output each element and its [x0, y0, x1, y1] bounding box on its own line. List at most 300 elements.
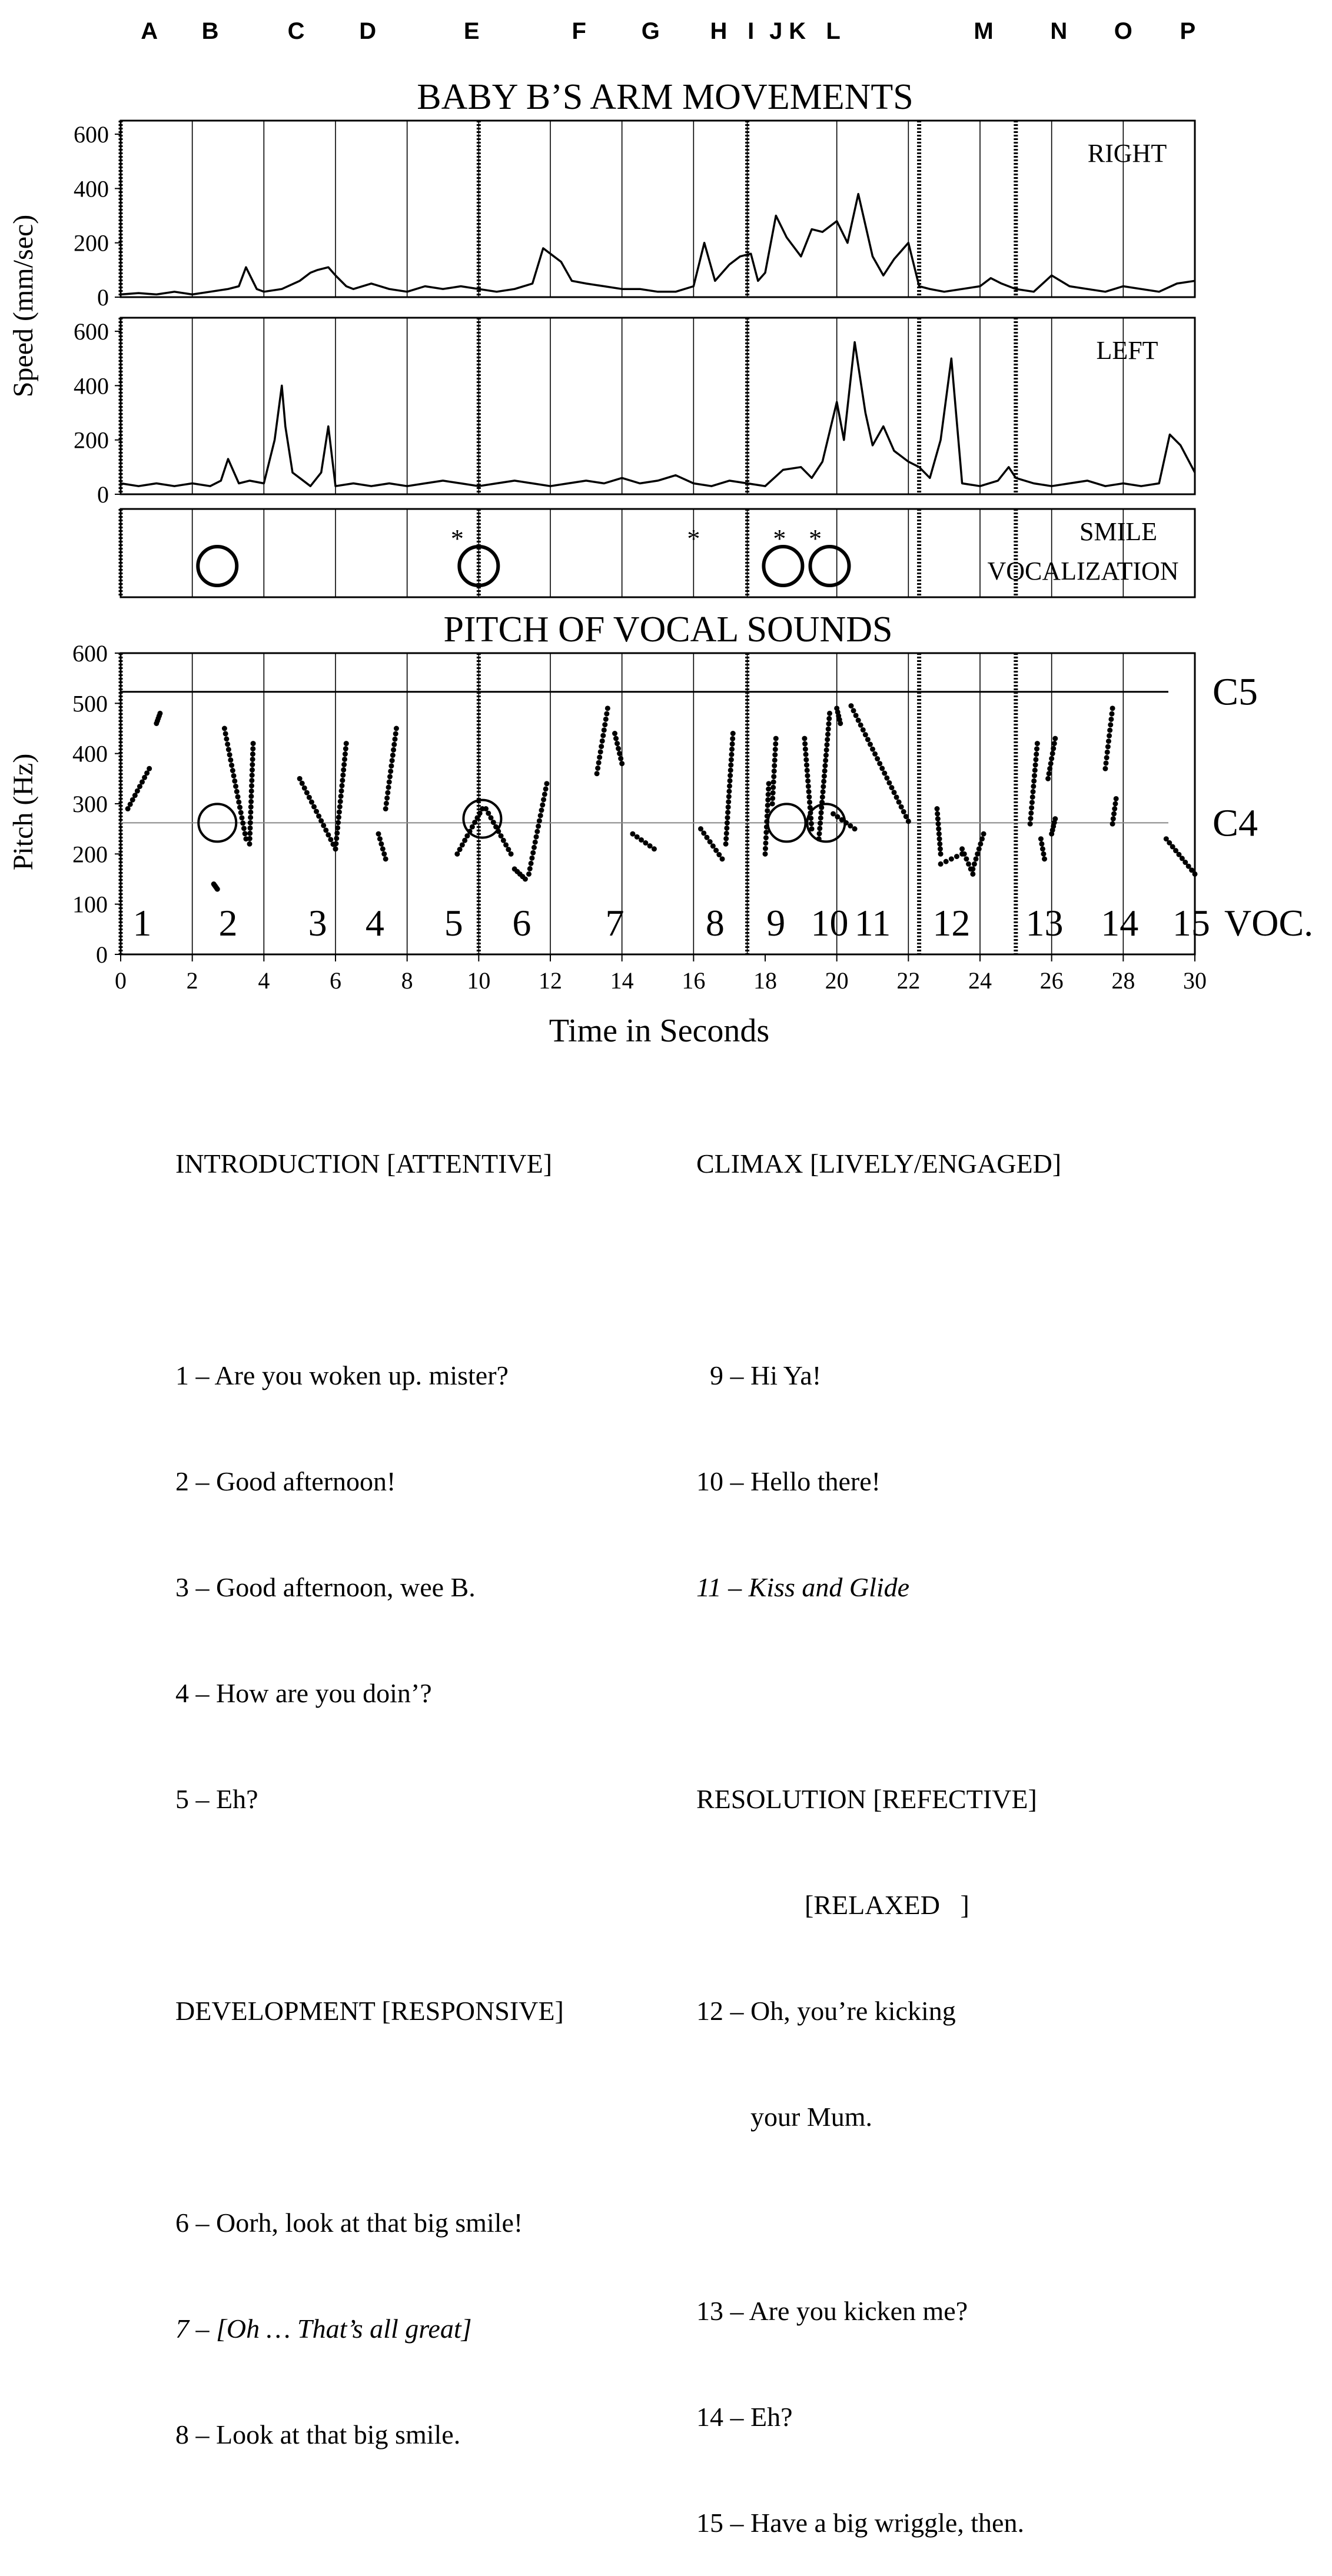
pitch-point [728, 773, 733, 778]
pitch-point [954, 854, 959, 859]
pitch-point [723, 836, 729, 841]
pitch-point [879, 766, 885, 771]
pitch-point [336, 820, 341, 826]
pitch-point [499, 833, 504, 838]
pitch-point [605, 705, 610, 711]
pitch-point [723, 841, 729, 847]
pitch-point [959, 846, 965, 851]
pitch-point [889, 785, 894, 790]
pitch-point [949, 856, 954, 861]
pitch-point [340, 778, 345, 783]
speed-series-line [121, 194, 1195, 295]
y-tick-label: 500 [72, 690, 108, 717]
pitch-point [806, 784, 811, 789]
pitch-point [247, 836, 253, 841]
y-tick-label: 200 [74, 229, 109, 257]
pitch-point [896, 800, 902, 805]
pitch-point [822, 774, 827, 779]
pitch-point [772, 758, 778, 763]
pitch-point [380, 846, 386, 851]
pitch-point [318, 818, 324, 824]
vocalization-number: 10 [811, 902, 849, 944]
pitch-point [251, 741, 256, 746]
pitch-point [1108, 722, 1113, 727]
pitch-point [381, 851, 387, 857]
vocalization-number: 2 [218, 902, 238, 944]
pitch-point [237, 805, 243, 810]
vocalization-number: 5 [444, 902, 463, 944]
pitch-point [241, 826, 247, 831]
pitch-point [1111, 816, 1116, 821]
pitch-point [826, 727, 831, 732]
pitch-point [343, 751, 348, 757]
pitch-point [142, 775, 147, 780]
pitch-point [603, 717, 609, 722]
pitch-point [248, 799, 254, 804]
column-letter: B [201, 18, 219, 44]
vocalization-number: 3 [308, 902, 327, 944]
column-letters [141, 18, 1195, 44]
pitch-point [872, 751, 878, 757]
pitch-point [338, 799, 343, 804]
pitch-point [387, 780, 392, 785]
pitch-point [532, 845, 537, 850]
pitch-point [763, 835, 769, 840]
phrase-15: 15 – Have a big wriggle, then. [696, 2508, 1024, 2538]
pitch-point [394, 726, 399, 731]
pitch-point [1032, 768, 1038, 773]
note-label: C4 [1213, 801, 1258, 845]
pitch-point [763, 840, 768, 846]
pitch-point [383, 806, 388, 811]
pitch-point [302, 786, 307, 791]
pitch-point [227, 752, 232, 757]
pitch-point [937, 841, 942, 847]
pitch-point [807, 800, 812, 805]
pitch-point [1030, 794, 1035, 800]
pitch-point [821, 789, 826, 794]
smile-circle [198, 547, 237, 585]
column-letter: K [789, 18, 806, 44]
development-heading: DEVELOPMENT [RESPONSIVE] [175, 1996, 564, 2026]
pitch-point [464, 833, 470, 838]
pitch-point [1108, 717, 1114, 722]
pitch-point [773, 736, 779, 741]
pitch-point [249, 788, 254, 794]
pitch-point [307, 795, 312, 800]
pitch-point [979, 836, 985, 841]
pitch-point [614, 741, 620, 746]
pitch-point [344, 741, 349, 746]
pitch-point [533, 840, 538, 845]
pitch-point [819, 810, 824, 816]
pitch-point [773, 741, 778, 747]
pitch-point [724, 831, 729, 836]
pitch-point [529, 856, 534, 861]
pitch-point [803, 752, 809, 757]
column-letter: F [572, 18, 586, 44]
y-tick-label: 400 [74, 175, 109, 202]
y-tick-label: 200 [74, 427, 109, 454]
column-letter: J [769, 18, 783, 44]
pitch-point [604, 711, 609, 717]
pitch-point [938, 846, 943, 851]
pitch-point [619, 761, 625, 766]
smile-vocalization-panel [121, 509, 1195, 597]
pitch-point [713, 848, 719, 853]
pitch-point [506, 847, 511, 852]
pitch-point [964, 856, 969, 861]
y-tick-label: 200 [72, 841, 108, 868]
pitch-point [474, 815, 480, 820]
column-letter: D [359, 18, 377, 44]
pitch-point [806, 789, 812, 794]
pitch-point [486, 811, 491, 816]
pitch-panel [72, 640, 1313, 994]
pitch-point [536, 824, 541, 829]
pitch-point [542, 791, 547, 797]
pitch-point [304, 790, 310, 796]
pitch-point [806, 794, 812, 800]
pitch-point [875, 756, 880, 761]
pitch-point [1038, 836, 1044, 841]
pitch-point [972, 861, 977, 867]
pitch-point [309, 800, 314, 805]
pitch-point [336, 815, 341, 820]
panel-label: RIGHT [1087, 139, 1167, 168]
pitch-point [472, 820, 477, 825]
pitch-point [773, 747, 778, 752]
phrase-3: 3 – Good afternoon, wee B. [175, 1572, 476, 1602]
pitch-point [314, 809, 319, 814]
phrase-7: 7 – [Oh … That’s all great] [175, 2314, 472, 2344]
pitch-point [599, 744, 604, 749]
pitch-point [390, 758, 395, 763]
pitch-point [1112, 801, 1118, 807]
pitch-point [818, 821, 823, 826]
pitch-point [300, 781, 305, 786]
pitch-point [1050, 751, 1055, 756]
pitch-point [316, 814, 321, 819]
pitch-point [392, 737, 397, 742]
pitch-point [728, 763, 733, 768]
pitch-point [125, 806, 131, 811]
pitch-point [725, 810, 730, 815]
phrase-14: 14 – Eh? [696, 2402, 793, 2432]
pitch-point [238, 810, 244, 816]
panel-frame [121, 318, 1195, 494]
pitch-point [617, 751, 622, 756]
pitch-point [231, 773, 237, 778]
pitch-point [385, 790, 390, 796]
vocalization-number: 8 [705, 902, 725, 944]
pitch-point [826, 721, 831, 727]
pitch-point [128, 801, 133, 807]
pitch-point [338, 794, 344, 799]
pitch-point [247, 841, 253, 847]
phrase-11: 11 – Kiss and Glide [696, 1572, 910, 1602]
pitch-point [823, 758, 828, 763]
pitch-point [249, 783, 254, 788]
pitch-point [647, 843, 653, 848]
pitch-point [325, 832, 331, 837]
pitch-point [974, 856, 979, 861]
pitch-point [937, 836, 942, 841]
pitch-point [770, 796, 775, 801]
pitch-point [477, 811, 483, 816]
pitch-point [848, 823, 853, 828]
note-label: C5 [1213, 670, 1258, 714]
pitch-point [858, 723, 863, 728]
y-tick-label: 400 [74, 372, 109, 400]
pitch-point [1106, 738, 1111, 744]
pitch-point [297, 776, 303, 781]
pitch-point [763, 851, 768, 857]
pitch-point [1105, 744, 1111, 750]
pitch-point [230, 768, 235, 773]
pitch-point [311, 804, 317, 810]
legend-left-column [175, 1076, 564, 2488]
pitch-point [1049, 756, 1054, 761]
pitch-point [772, 752, 778, 757]
pitch-point [639, 837, 644, 843]
pitch-point [616, 746, 621, 751]
pitch-point [328, 837, 333, 842]
pitch-point [827, 711, 832, 716]
pitch-point [938, 861, 944, 867]
vocalization-number: 11 [854, 902, 891, 944]
pitch-point [1112, 806, 1117, 811]
pitch-point [387, 774, 393, 779]
pitch-point [970, 866, 975, 871]
pitch-point [1052, 816, 1058, 821]
x-tick-label: 4 [258, 967, 270, 994]
pitch-point [903, 814, 909, 819]
pitch-point [1042, 856, 1047, 861]
pitch-point [130, 797, 135, 803]
pitch-point [540, 803, 545, 808]
pitch-point [215, 887, 220, 892]
pitch-point [936, 821, 941, 827]
pitch-point [248, 810, 253, 815]
pitch-point [729, 747, 735, 752]
pitch-point [139, 780, 145, 785]
pitch-point [537, 818, 542, 824]
column-letter: G [641, 18, 660, 44]
pitch-point [935, 811, 940, 817]
pitch-point [618, 756, 623, 761]
pitch-point [342, 757, 347, 762]
pitch-point [248, 804, 254, 810]
pitch-point [851, 708, 856, 713]
pitch-point [595, 766, 600, 771]
pitch-point [240, 820, 245, 826]
pitch-point [824, 747, 829, 753]
pitch-point [376, 831, 381, 837]
pitch-point [337, 804, 343, 810]
pitch-point [1048, 761, 1054, 766]
pitch-point [333, 846, 338, 851]
pitch-point [710, 843, 716, 848]
pitch-point [333, 841, 338, 846]
vocalization-star: * [687, 524, 700, 553]
pitch-point [892, 790, 897, 795]
pitch-point [938, 851, 944, 857]
x-tick-label: 30 [1183, 967, 1207, 994]
pitch-point [248, 815, 253, 820]
x-tick-label: 18 [753, 967, 777, 994]
pitch-point [771, 774, 776, 779]
pitch-point [772, 768, 777, 774]
pitch-point [248, 820, 253, 826]
pitch-point [770, 790, 776, 796]
pitch-point [817, 831, 822, 836]
phrase-9: 9 – Hi Ya! [696, 1360, 822, 1390]
pitch-point [250, 762, 255, 767]
pitch-point [483, 806, 489, 811]
arm-movements-title: BABY B’S ARM MOVEMENTS [417, 77, 914, 117]
pitch-point [539, 808, 544, 813]
pitch-point [728, 768, 733, 773]
y-tick-label: 400 [72, 740, 108, 767]
pitch-point [894, 794, 899, 800]
pitch-point [805, 778, 811, 784]
pitch-point [1034, 746, 1039, 751]
pitch-point [236, 800, 241, 805]
pitch-point [729, 757, 734, 763]
pitch-point [802, 741, 808, 747]
pitch-point [643, 840, 648, 846]
pitch-point [935, 806, 940, 811]
pitch-point [861, 727, 866, 733]
pitch-point [249, 778, 254, 783]
pitch-point [235, 794, 241, 800]
y-tick-label: 0 [96, 941, 108, 968]
column-letter: N [1050, 18, 1068, 44]
y-tick-label: 0 [97, 284, 109, 311]
pitch-point [250, 751, 255, 757]
column-letter: A [141, 18, 158, 44]
pitch-point [602, 727, 607, 733]
intro-heading: INTRODUCTION [ATTENTIVE] [175, 1149, 553, 1179]
pitch-point [334, 836, 339, 841]
pitch-point [822, 763, 828, 768]
pitch-point [725, 820, 730, 826]
pitch-point [225, 741, 230, 747]
pitch-point [1031, 778, 1037, 784]
pitch-point [935, 816, 941, 821]
pitch-point [523, 877, 528, 882]
pitch-point [600, 733, 606, 738]
pitch-point [849, 703, 854, 708]
pitch-point [1029, 800, 1035, 805]
pitch-point [975, 851, 980, 857]
pitch-point [1034, 751, 1039, 757]
pitch-point [223, 731, 228, 736]
pitch-point [886, 780, 892, 786]
pitch-point [635, 834, 640, 840]
pitch-point [321, 823, 326, 828]
pitch-point [770, 785, 776, 790]
pitch-point [391, 747, 396, 753]
pitch-point [803, 747, 808, 752]
pitch-point [1033, 763, 1038, 768]
vocalization-number: 13 [1025, 902, 1064, 944]
pitch-point [247, 826, 253, 831]
pitch-point [1104, 760, 1109, 766]
pitch-point [538, 813, 543, 818]
pitch-point [1193, 871, 1198, 877]
pitch-point [835, 814, 840, 820]
pitch-point [725, 815, 730, 820]
pitch-point [698, 826, 703, 831]
pitch-point [250, 773, 255, 778]
pitch-point [544, 781, 549, 786]
pitch-point [765, 797, 770, 803]
x-tick-label: 12 [539, 967, 562, 994]
column-letter: H [710, 18, 728, 44]
pitch-point [978, 841, 983, 847]
pitch-point [730, 731, 736, 736]
x-tick-label: 22 [896, 967, 921, 994]
voc-label: VOC. [1224, 902, 1314, 944]
pitch-point [339, 788, 344, 794]
pitch-point [818, 816, 823, 821]
pitch-point [981, 831, 986, 837]
pitch-point [1032, 773, 1037, 778]
y-tick-label: 0 [97, 481, 109, 508]
pitch-point [339, 783, 344, 788]
pitch-point [1110, 705, 1115, 711]
pitch-point [936, 826, 941, 831]
pitch-point [1047, 766, 1052, 771]
y-tick-label: 600 [74, 318, 109, 345]
column-letter: C [287, 18, 305, 44]
pitch-point [135, 788, 140, 794]
pitch-point [534, 829, 540, 834]
pitch-point [882, 771, 887, 776]
pitch-point [944, 859, 949, 864]
pitch-point [340, 773, 346, 778]
column-letter: P [1180, 18, 1196, 44]
speed-series-line [121, 342, 1195, 487]
pitch-point [335, 825, 340, 830]
pitch-point [489, 815, 494, 820]
pitch-point [391, 742, 397, 747]
pitch-point [239, 815, 244, 820]
pitch-point [870, 747, 875, 752]
pitch-point [334, 830, 340, 836]
pitch-point [527, 866, 533, 871]
pitch-point [726, 799, 731, 804]
time-axis-label: Time in Seconds [549, 1013, 770, 1049]
pitch-point [384, 801, 389, 806]
pitch-point [824, 742, 829, 747]
pitch-point [144, 770, 150, 776]
pitch-point [234, 789, 240, 794]
pitch-point [724, 826, 729, 831]
climax-heading: CLIMAX [LIVELY/ENGAGED] [696, 1149, 1062, 1179]
pitch-point [838, 721, 843, 726]
pitch-point [884, 776, 889, 781]
pitch-point [224, 736, 229, 741]
pitch-point [247, 831, 253, 836]
pitch-point [1105, 750, 1110, 755]
pitch-point [707, 839, 713, 844]
pitch-point [378, 841, 384, 847]
pitch-point [1028, 816, 1033, 821]
pitch-point [250, 767, 255, 773]
